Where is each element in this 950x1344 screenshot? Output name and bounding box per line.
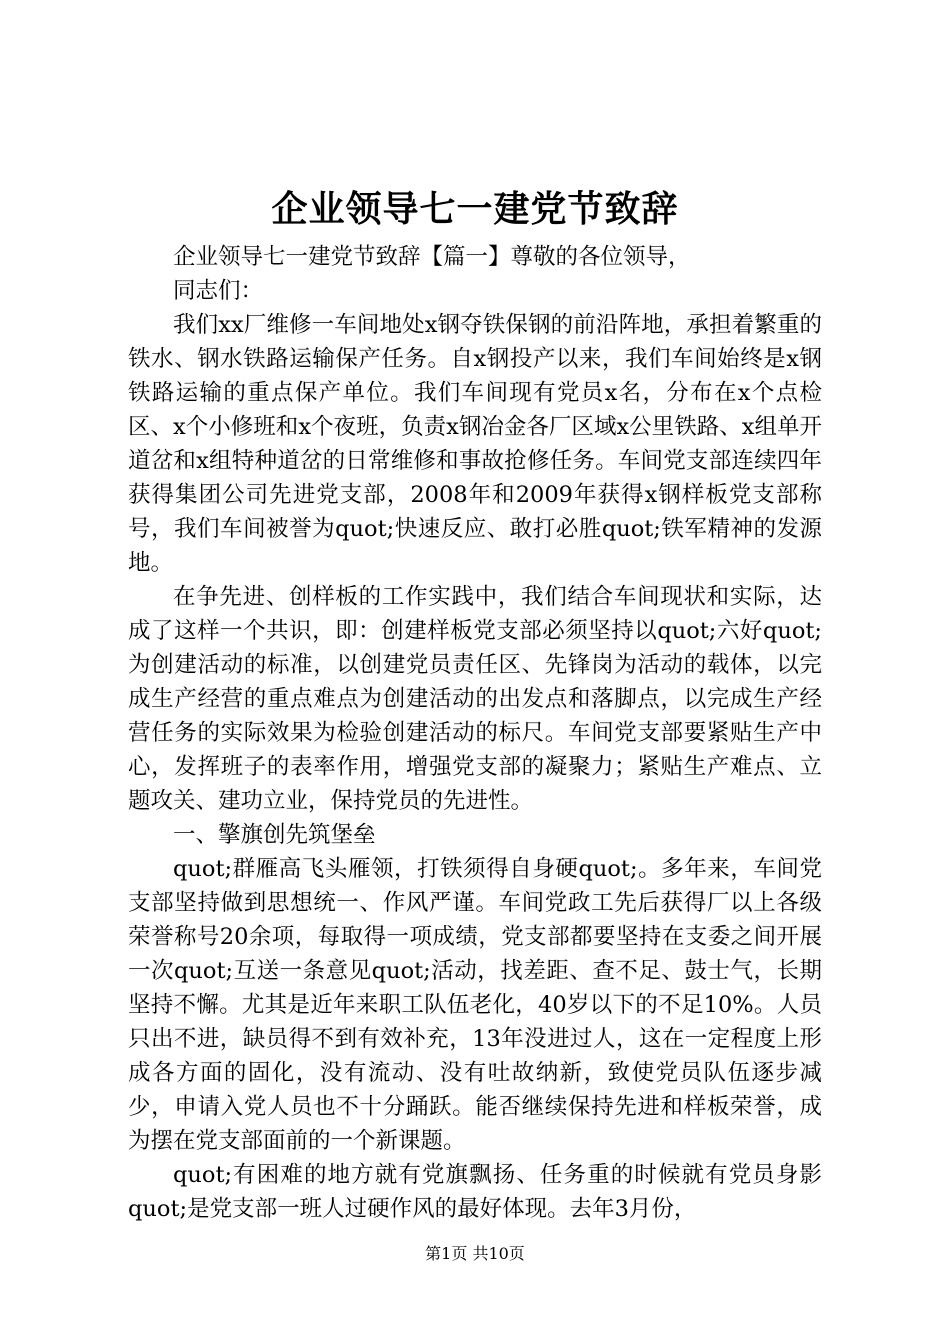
paragraph: 在争先进、创样板的工作实践中，我们结合车间现状和实际，达成了这样一个共识，即：创建样板党支部必须坚持以quot;六好quot;为创建活动的标准，以创建党员责任区、先锋岗为活动的载体，以完成生产经营的重点难点为创建活动的出发点和落脚点，以完成生产经营任务的实际效果为检验创建活动的标尺。车间党支部要紧贴生产中心，发挥班子的表率作用，增强党支部的凝聚力；紧贴生产难点、立题攻关、建功立业，保持党员的先进性。 <box>128 584 822 814</box>
section-heading: 一、擎旗创先筑堡垒 <box>173 822 376 848</box>
document-title: 企业领导七一建党节致辞 <box>271 188 679 230</box>
paragraph: 同志们： <box>173 278 264 304</box>
document-body <box>128 240 822 1226</box>
paragraph: quot;有困难的地方就有党旗飘扬、任务重的时候就有党员身影quot;是党支部一班人过硬作风的最好体现。去年3月份， <box>128 1162 822 1222</box>
paragraph: 企业领导七一建党节致辞【篇一】尊敬的各位领导， <box>173 244 691 270</box>
page-number-footer: 第1页 共10页 <box>425 1244 525 1263</box>
paragraph: quot;群雁高飞头雁领，打铁须得自身硬quot;。多年来，车间党支部坚持做到思想统一、作风严谨。车间党政工先后获得厂以上各级荣誉称号20余项，每取得一项成绩，党支部都要坚持在支委之间开展一次quot;互送一条意见quot;活动，找差距、查不足、鼓士气，长期坚持不懈。尤其是近年来职工队伍老化，40岁以下的不足10%。人员只出不进，缺员得不到有效补充，13年没进过人，这在一定程度上形成各方面的固化，没有流动、没有吐故纳新，致使党员队伍逐步减少，申请入党人员也不十分踊跃。能否继续保持先进和样板荣誉，成为摆在党支部面前的一个新课题。 <box>128 856 822 1154</box>
paragraph: 我们xx厂维修一车间地处x钢夺铁保钢的前沿阵地，承担着繁重的铁水、钢水铁路运输保产任务。自x钢投产以来，我们车间始终是x钢铁路运输的重点保产单位。我们车间现有党员x名，分布在x个点检区、x个小修班和x个夜班，负责x钢冶金各厂区域x公里铁路、x组单开道岔和x组特种道岔的日常维修和事故抢修任务。车间党支部连续四年获得集团公司先进党支部，2008年和2009年获得x钢样板党支部称号，我们车间被誉为quot;快速反应、敢打必胜quot;铁军精神的发源地。 <box>128 312 822 576</box>
